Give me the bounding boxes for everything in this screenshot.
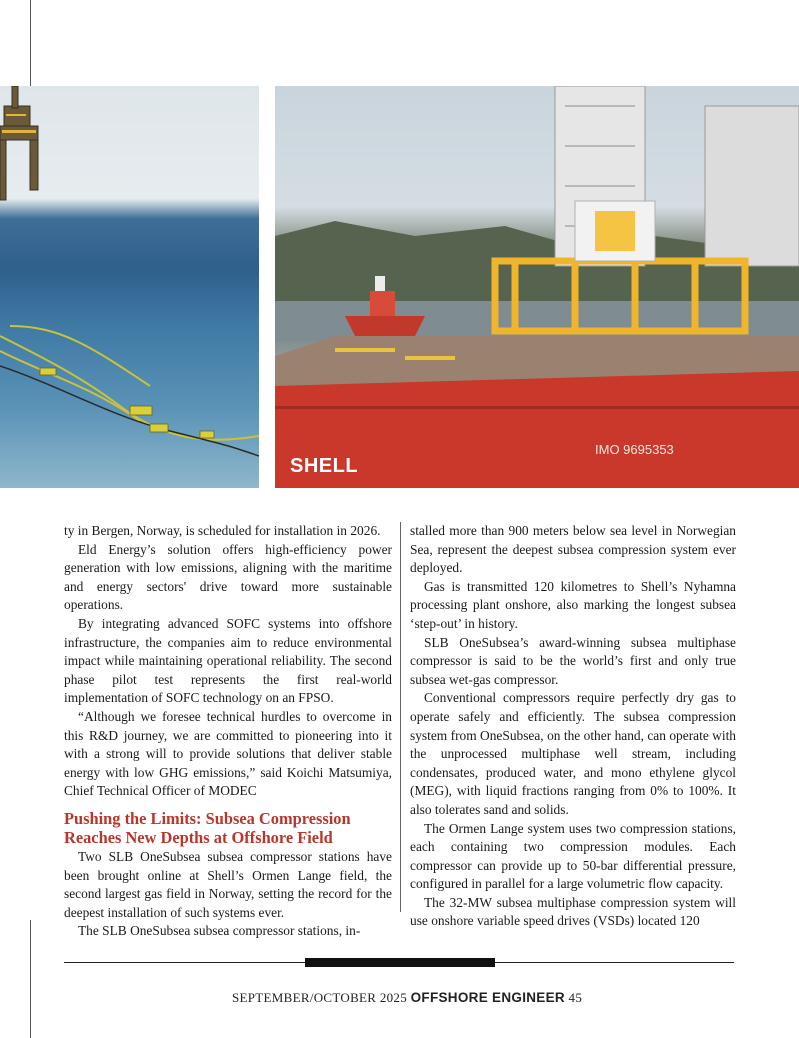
paragraph: The SLB OneSubsea subsea compressor stations, in- [78,923,361,939]
paragraph: Two SLB OneSubsea subsea compressor stations have been brought online at Shell’s Ormen Lange field, the second largest gas field in Norway, setting the record for the deepest installation of such systems ever. [64,848,392,920]
photo-credit: SHELL [290,455,359,477]
column-divider [400,522,401,912]
vessel-imo-marking: IMO 9695353 [595,442,674,457]
vessel-compression-module-image [275,86,799,488]
paragraph: stalled more than 900 meters below sea level in Norwegian Sea, represent the deepest subsea compression system ever deployed. [410,523,736,576]
paragraph: The 32-MW subsea multiphase compression system will use onshore variable speed drives (VSDs) located 120 [410,894,736,929]
page-number: 45 [568,990,583,1005]
left-margin-line-bottom [30,920,31,1038]
paragraph: Conventional compressors require perfectly dry gas to operate safely and efficiently. The subsea compression system from OneSubsea, on the other hand, can operate with the unprocessed multiphase well stream, including condensates, produced water, and mono ethylene glycol (MEG), with liquid fractions ranging from 0% to 100%. It also tolerates sand and solids. [410,690,736,817]
right-text-column [410,522,736,931]
paragraph: Gas is transmitted 120 kilometres to Shell’s Nyhamna processing plant onshore, also marking the longest subsea ‘step-out’ in history. [410,578,736,631]
paragraph: ty in Bergen, Norway, is scheduled for installation in 2026. [64,523,381,538]
magazine-name: OFFSHORE ENGINEER [410,990,565,1005]
paragraph: The Ormen Lange system uses two compression stations, each containing two compression modules. Each compressor can provide up to 50-bar differential pressure, configured in parallel for a large volumetric flow capacity. [410,820,736,892]
issue-date: SEPTEMBER/OCTOBER 2025 [232,990,408,1005]
left-text-column [64,522,392,941]
offshore-platform-image [0,86,259,488]
paragraph: By integrating advanced SOFC systems into offshore infrastructure, the companies aim to reduce environmental impact while maintaining operational reliability. The second phase pilot test represents the first real-world implementation of SOFC technology on an FPSO. [64,615,392,706]
paragraph: “Although we foresee technical hurdles to overcome in this R&D journey, we are committed to pioneering into it with a strong will to provide solutions that deliver stable energy with low GHG emissions,” said Koichi Matsumiya, Chief Technical Officer of MODEC [64,708,392,799]
paragraph: SLB OneSubsea’s award-winning subsea multiphase compressor is said to be the world’s first and only true subsea wet-gas compressor. [410,634,736,687]
paragraph: Eld Energy’s solution offers high-efficiency power generation with low emissions, aligning with the maritime and energy sectors' drive toward more sustainable operations. [64,541,392,613]
page-footer [232,990,582,1006]
section-heading: Pushing the Limits: Subsea Compression Reaches New Depths at Offshore Field [64,808,351,847]
footer-rule-accent [305,958,495,967]
left-margin-line-top [30,0,31,86]
